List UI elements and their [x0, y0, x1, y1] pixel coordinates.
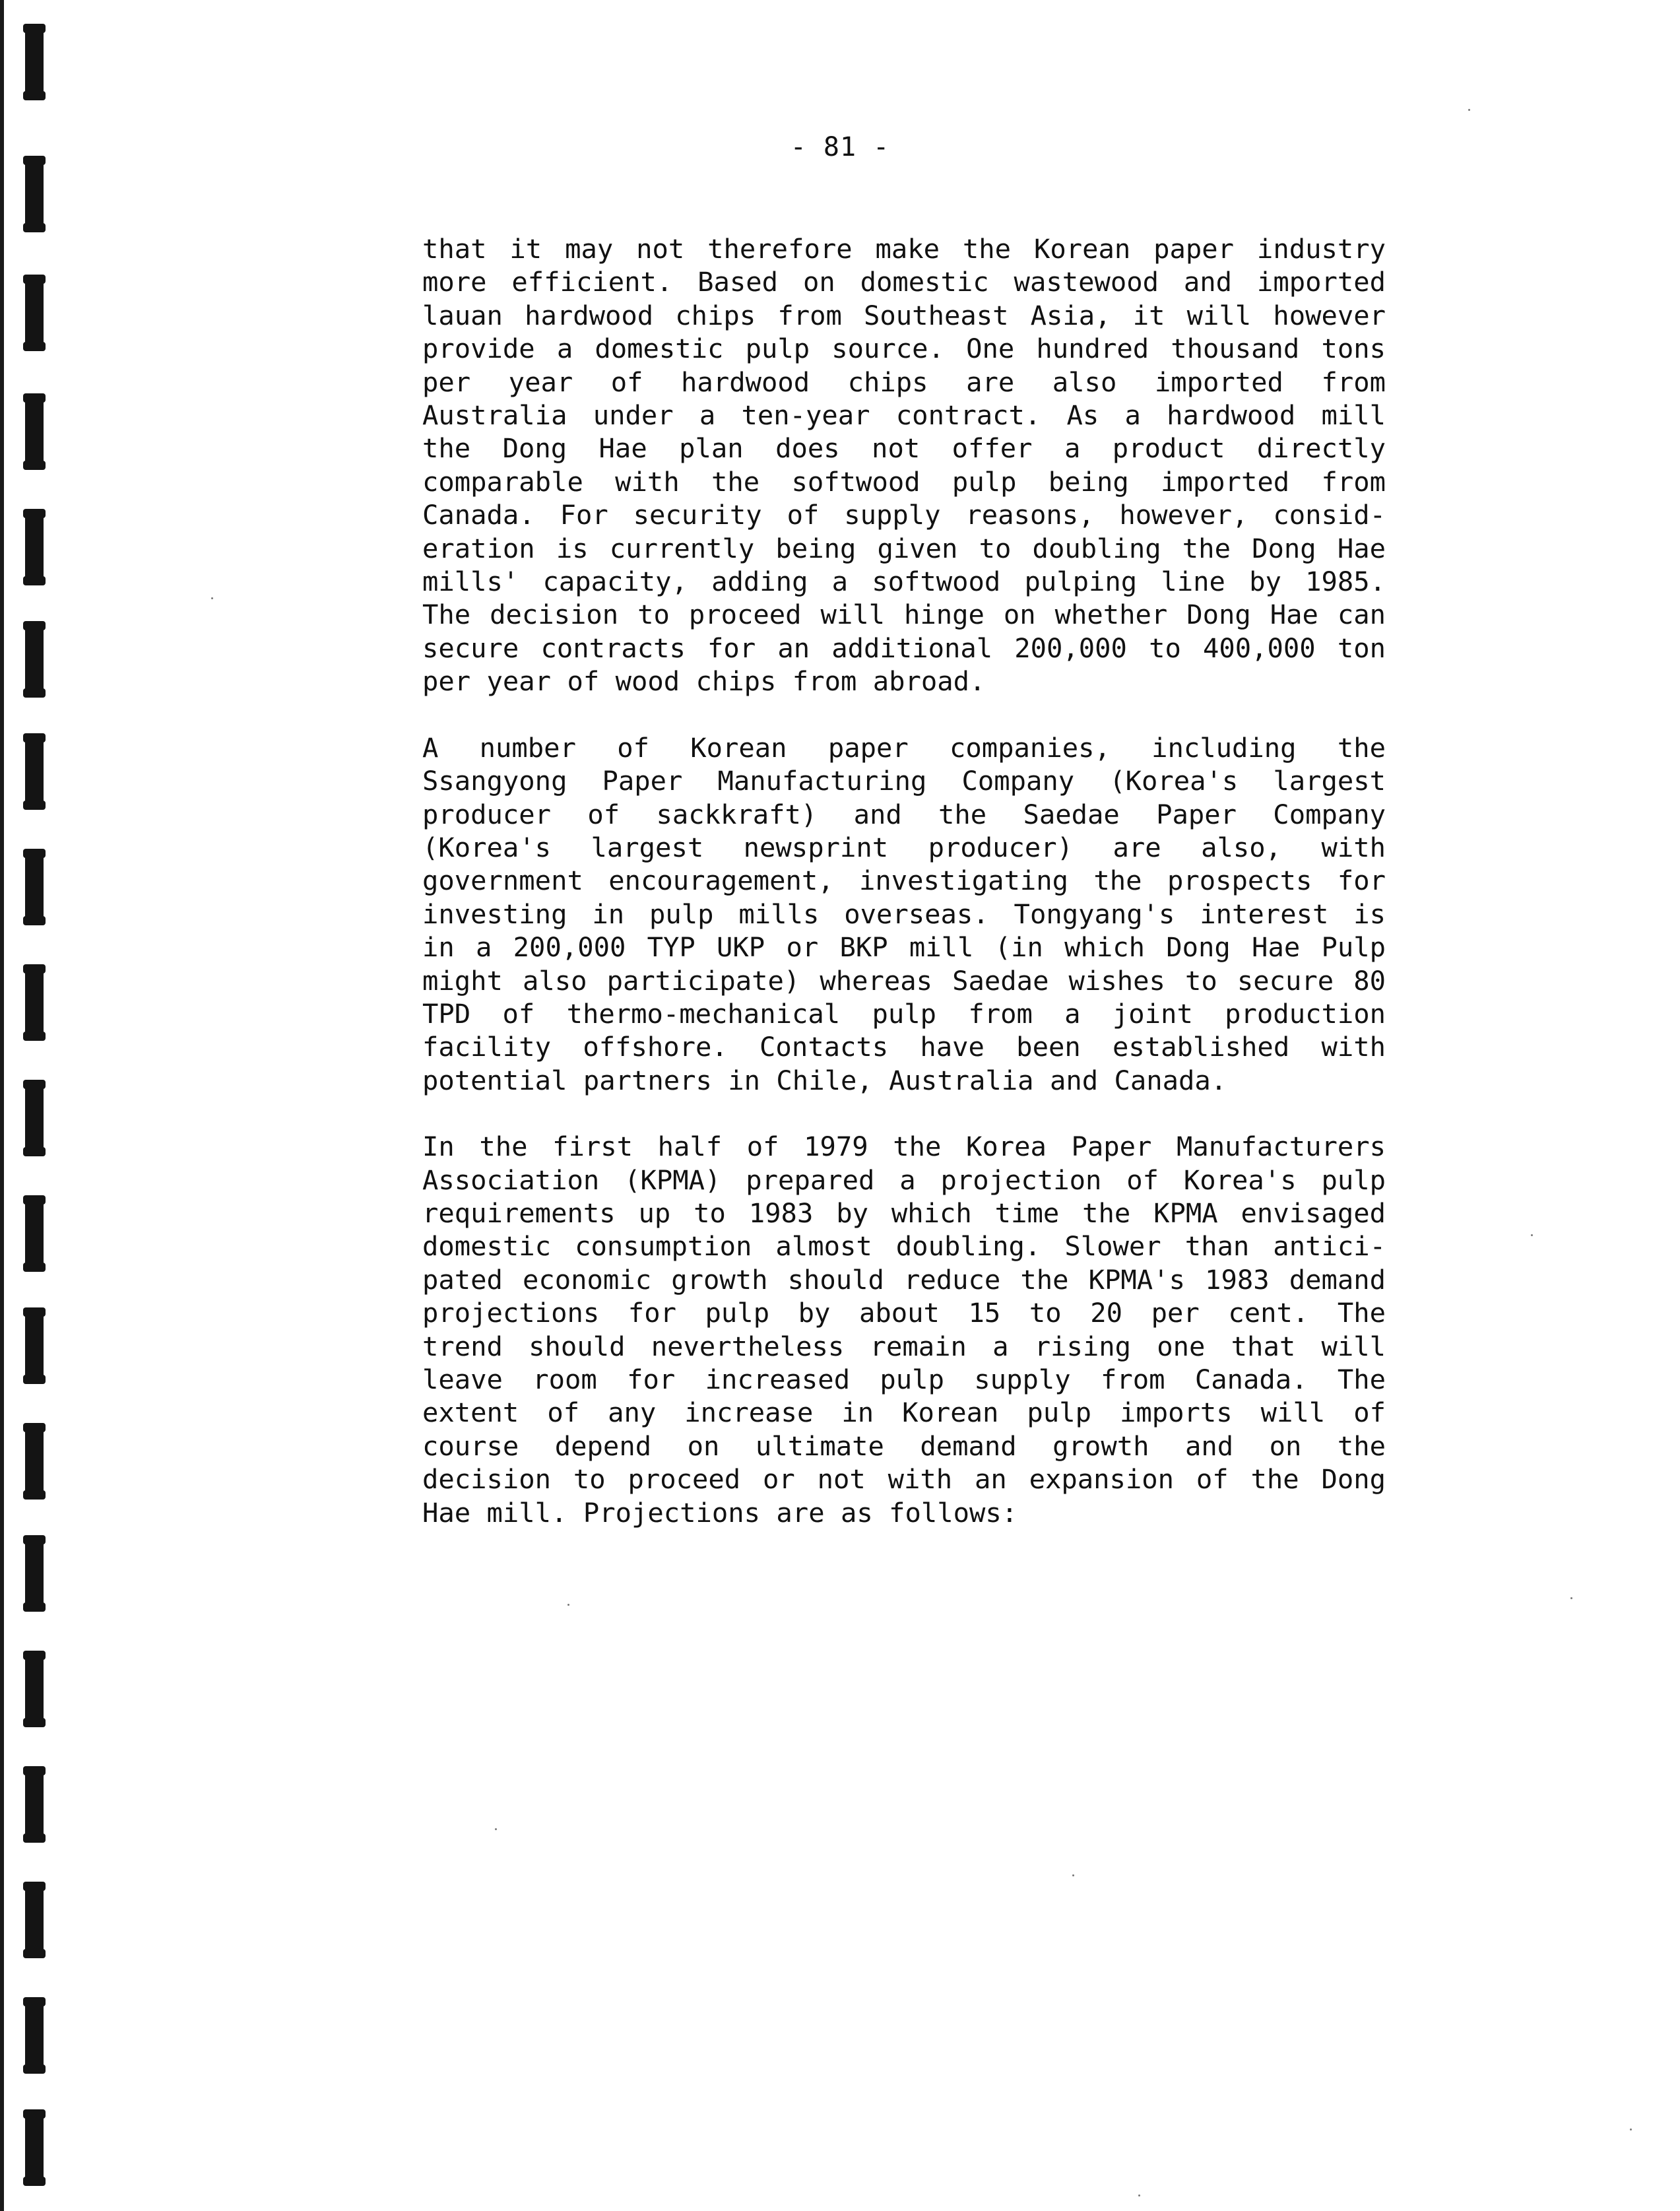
scan-speck — [1468, 109, 1470, 111]
binding-hole — [25, 512, 44, 583]
binding-hole — [25, 624, 44, 695]
text-line: provide a domestic pulp source. One hundred thousand tons — [422, 333, 1386, 365]
binding-hole — [25, 1310, 44, 1381]
binding-hole — [25, 2112, 44, 2183]
scan-speck — [211, 597, 213, 599]
text-line: trend should nevertheless remain a rising one that will — [422, 1330, 1386, 1362]
binding-hole — [25, 2000, 44, 2071]
text-line: domestic consumption almost doubling. Slower than antici- — [422, 1230, 1386, 1263]
text-line: requirements up to 1983 by which time the KPMA envisaged — [422, 1197, 1386, 1229]
scan-speck — [1138, 2194, 1140, 2196]
paragraph-dong-hae-mill — [422, 232, 1386, 698]
text-line: mills' capacity, adding a softwood pulping line by 1985. — [422, 566, 1386, 598]
text-line: in a 200,000 TYP UKP or BKP mill (in which Dong Hae Pulp — [422, 931, 1386, 964]
binding-hole — [25, 736, 44, 807]
text-line: In the first half of 1979 the Korea Paper Manufacturers — [422, 1131, 1386, 1163]
text-line: TPD of thermo-mechanical pulp from a joint production — [422, 997, 1386, 1030]
body-text — [422, 232, 1386, 1562]
binding-hole — [25, 277, 44, 348]
text-line: eration is currently being given to doubling the Dong Hae — [422, 532, 1386, 564]
text-line: Hae mill. Projections are as follows: — [422, 1496, 1018, 1529]
page-number: - 81 - — [790, 132, 890, 162]
binding-hole — [25, 967, 44, 1038]
text-line: course depend on ultimate demand growth and on the — [422, 1430, 1386, 1462]
scan-speck — [495, 1828, 497, 1830]
binding-holes — [0, 0, 40, 2211]
text-line: leave room for increased pulp supply from Canada. The — [422, 1364, 1386, 1395]
binding-hole — [25, 1769, 44, 1840]
text-line: investing in pulp mills overseas. Tongyang's interest is — [422, 898, 1386, 930]
text-line: extent of any increase in Korean pulp imports will of — [422, 1397, 1386, 1429]
text-line: producer of sackkraft) and the Saedae Paper Company — [422, 798, 1386, 830]
text-line: Canada. For security of supply reasons, however, consid- — [422, 499, 1386, 531]
scan-speck — [1072, 1874, 1074, 1876]
text-line: more efficient. Based on domestic wastewood and imported — [422, 266, 1386, 298]
text-line: Australia under a ten-year contract. As a hardwood mill — [422, 399, 1386, 432]
text-line: potential partners in Chile, Australia and Canada. — [422, 1064, 1227, 1096]
binding-hole — [25, 1198, 44, 1269]
scan-speck — [1531, 1234, 1533, 1236]
scan-speck — [1630, 2128, 1632, 2130]
text-line: per year of wood chips from abroad. — [422, 665, 986, 698]
text-line: facility offshore. Contacts have been established with — [422, 1031, 1386, 1063]
binding-hole — [25, 1653, 44, 1725]
text-line: A number of Korean paper companies, including the — [422, 731, 1386, 764]
scan-speck — [1570, 1597, 1572, 1599]
paragraph-kpma-projections — [422, 1130, 1386, 1529]
text-line: comparable with the softwood pulp being imported from — [422, 465, 1386, 498]
text-line: Ssangyong Paper Manufacturing Company (Korea's largest — [422, 765, 1386, 797]
paragraph-overseas-investment — [422, 731, 1386, 1097]
scan-speck — [567, 1604, 569, 1606]
text-line: pated economic growth should reduce the KPMA's 1983 demand — [422, 1263, 1386, 1296]
binding-hole — [25, 1884, 44, 1956]
binding-hole — [25, 26, 44, 98]
binding-hole — [25, 396, 44, 467]
text-line: decision to proceed or not with an expansion of the Dong — [422, 1463, 1386, 1496]
text-line: Association (KPMA) prepared a projection of Korea's pulp — [422, 1164, 1386, 1196]
binding-hole — [25, 1426, 44, 1497]
text-line: The decision to proceed will hinge on whether Dong Hae can — [422, 599, 1386, 631]
text-line: might also participate) whereas Saedae wishes to secure 80 — [422, 964, 1386, 997]
binding-hole — [25, 1082, 44, 1154]
text-line: government encouragement, investigating the prospects for — [422, 865, 1386, 897]
binding-hole — [25, 158, 44, 230]
text-line: the Dong Hae plan does not offer a product directly — [422, 432, 1386, 465]
text-line: (Korea's largest newsprint producer) are also, with — [422, 831, 1386, 863]
text-line: that it may not therefore make the Korean paper industry — [422, 233, 1386, 265]
text-line: projections for pulp by about 15 to 20 per cent. The — [422, 1297, 1386, 1329]
text-line: per year of hardwood chips are also imported from — [422, 366, 1386, 398]
binding-hole — [25, 851, 44, 923]
text-line: secure contracts for an additional 200,000 to 400,000 ton — [422, 632, 1386, 664]
text-line: lauan hardwood chips from Southeast Asia, it will however — [422, 299, 1386, 331]
binding-hole — [25, 1538, 44, 1609]
